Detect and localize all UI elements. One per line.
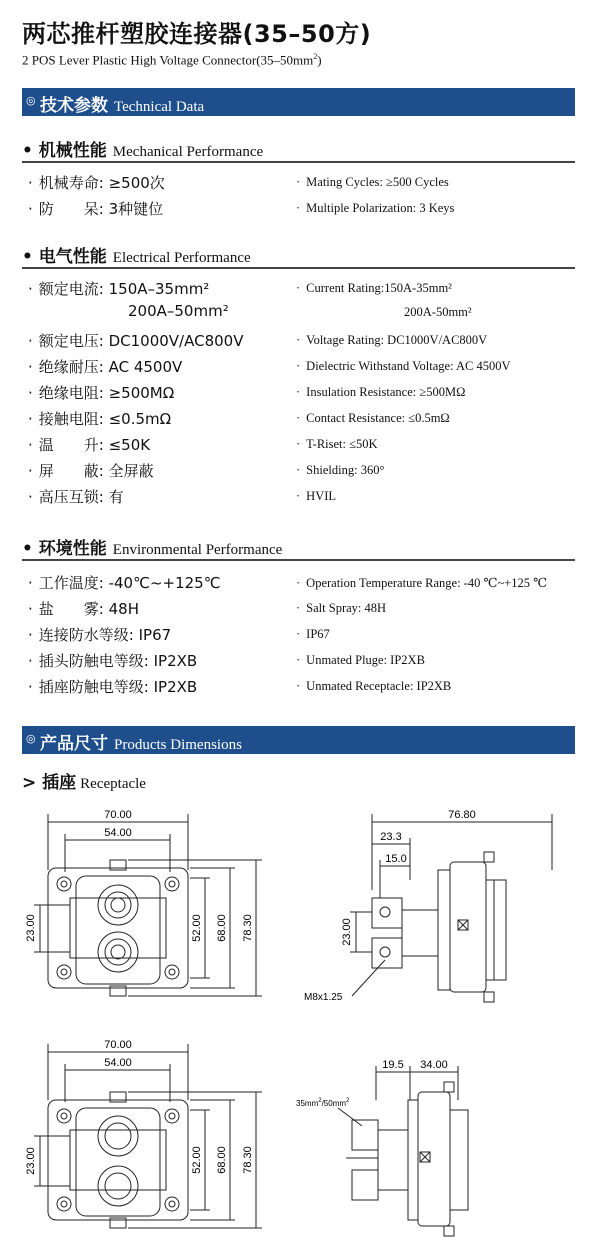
mechanical-row-cn: · 机械寿命: ≥500次 (28, 174, 165, 192)
environmental-section (22, 534, 575, 559)
circle-bullet-icon: ◎ (26, 94, 36, 107)
dim-height-3: 78.30 (242, 1146, 254, 1174)
dim-height-1: 52.00 (191, 914, 203, 942)
electrical-cn-heading: • 电气性能 (22, 247, 107, 267)
electrical-row-cn: · 温 升: ≤50K (28, 436, 151, 454)
electrical-row-en: · Contact Resistance: ≤0.5mΩ (296, 411, 450, 425)
receptacle-heading: > 插座 Receptacle (22, 773, 146, 793)
products-cn-label: 产品尺寸 (40, 734, 108, 754)
mechanical-en-heading: Mechanical Performance (112, 144, 264, 160)
dim-height-left: 23.00 (25, 1147, 37, 1175)
mechanical-section (22, 136, 575, 161)
electrical-row-cn: · 高压互锁: 有 (28, 488, 124, 506)
products-en-label: Products Dimensions (114, 737, 242, 753)
dim-width-inner: 54.00 (104, 827, 132, 839)
mechanical-row-en: · Multiple Polarization: 3 Keys (296, 201, 455, 215)
dim-depth-1: 19.5 (382, 1059, 404, 1071)
environmental-row-en: · Operation Temperature Range: -40 ℃~+125 ℃ (296, 576, 548, 590)
electrical-row-en: · HVIL (296, 489, 337, 503)
dim-width-outer: 70.00 (104, 809, 132, 821)
electrical-row-en: · Voltage Rating: DC1000V/AC800V (296, 333, 488, 347)
dim-depth-1: 23.3 (380, 831, 402, 843)
environmental-en-heading: Environmental Performance (112, 542, 283, 558)
technical-cn-label: 技术参数 (40, 96, 108, 116)
mechanical-row-cn: · 防 呆: 3种键位 (28, 200, 164, 218)
electrical-row-cn: · 额定电压: DC1000V/AC800V (28, 332, 244, 350)
receptacle-drawing-1 (0, 800, 612, 1025)
environmental-cn-heading: • 环境性能 (22, 539, 107, 559)
dim-height-2: 68.00 (216, 914, 228, 942)
dim-height-1: 52.00 (191, 1146, 203, 1174)
mechanical-row-en: · Mating Cycles: ≥500 Cycles (296, 175, 449, 189)
environmental-row-cn: · 工作温度: -40℃~+125℃ (28, 574, 221, 592)
electrical-row-en: · Dielectric Withstand Voltage: AC 4500V (296, 359, 511, 373)
environmental-row-en: · Unmated Pluge: IP2XB (296, 653, 425, 667)
dim-depth-2: 15.0 (385, 853, 407, 865)
environmental-row-cn: · 连接防水等级: IP67 (28, 626, 172, 644)
electrical-row-en: 200A-50mm² (404, 305, 472, 319)
dim-width-outer: 70.00 (104, 1039, 132, 1051)
dim-height-left: 23.00 (25, 914, 37, 942)
receptacle-drawing-2 (0, 1030, 612, 1240)
electrical-row-en: · Shielding: 360° (296, 463, 385, 477)
electrical-row-en: · Current Rating:150A-35mm² (296, 281, 452, 295)
technical-en-label: Technical Data (114, 99, 205, 115)
dim-side-height: 23.00 (341, 918, 353, 946)
environmental-row-cn: · 插座防触电等级: IP2XB (28, 678, 198, 696)
dim-width-inner: 54.00 (104, 1057, 132, 1069)
mechanical-cn-heading: • 机械性能 (22, 141, 107, 161)
dim-height-2: 68.00 (216, 1146, 228, 1174)
electrical-row-cn: · 额定电流: 150A–35mm² (28, 280, 210, 298)
dim-height-3: 78.30 (242, 914, 254, 942)
section-divider (22, 559, 575, 561)
thread-label: M8x1.25 (304, 992, 343, 1003)
page-title: 两芯推杆塑胶连接器(35–50方) (22, 20, 372, 48)
electrical-row-cn: · 绝缘电阻: ≥500MΩ (28, 384, 175, 402)
products-dimensions-banner (22, 726, 575, 754)
dim-depth-2: 34.00 (420, 1059, 448, 1071)
electrical-row-cn: · 屏 蔽: 全屏蔽 (28, 462, 154, 480)
technical-data-banner (22, 88, 575, 116)
cable-size-label: $35mm^2/50mm^2$ (296, 1098, 350, 1108)
electrical-row-cn: · 接触电阻: ≤0.5mΩ (28, 410, 172, 428)
environmental-row-cn: · 盐 雾: 48H (28, 600, 139, 618)
section-divider (22, 161, 575, 163)
page-subtitle: 2 POS Lever Plastic High Voltage $Connector(35-50mm^2)$ (22, 52, 322, 68)
electrical-row-en: · T-Riset: ≤50K (296, 437, 378, 451)
section-divider (22, 267, 575, 269)
environmental-row-en: · IP67 (296, 627, 330, 641)
dim-depth-total: 76.80 (448, 809, 476, 821)
electrical-row-cn: 200A–50mm² (128, 302, 229, 320)
environmental-row-en: · Unmated Receptacle: IP2XB (296, 679, 452, 693)
electrical-section (22, 242, 575, 267)
environmental-row-en: · Salt Spray: 48H (296, 601, 387, 615)
electrical-row-en: · Insulation Resistance: ≥500MΩ (296, 385, 466, 399)
electrical-en-heading: Electrical Performance (112, 250, 251, 266)
electrical-row-cn: · 绝缘耐压: AC 4500V (28, 358, 183, 376)
environmental-row-cn: · 插头防触电等级: IP2XB (28, 652, 198, 670)
circle-bullet-icon: ◎ (26, 732, 36, 745)
